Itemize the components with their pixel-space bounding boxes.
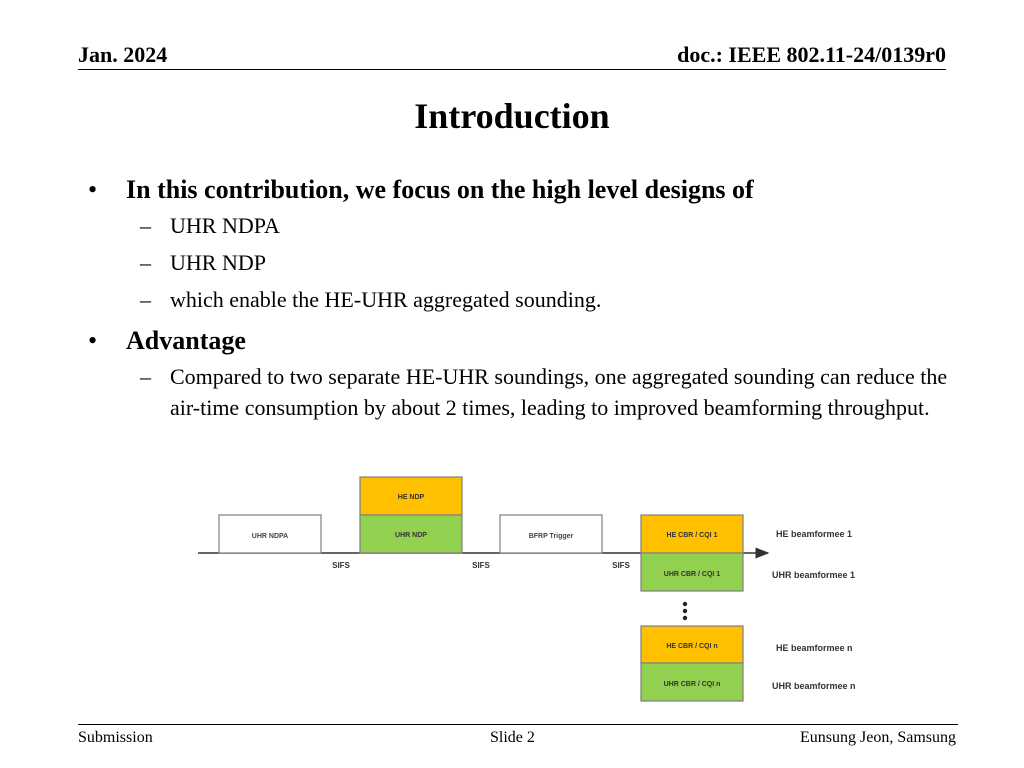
- he-beamformee-n-label: HE beamformee n: [776, 643, 853, 653]
- uhr-beamformee-1-label: UHR beamformee 1: [772, 570, 856, 580]
- sifs-label: SIFS: [612, 561, 630, 570]
- ellipsis-dot: [683, 602, 687, 606]
- header-divider: [78, 69, 946, 70]
- sub-bullet-list: [84, 210, 964, 315]
- sub-bullet-item: [84, 210, 964, 241]
- he-cbr-cqi-n-label: HE CBR / CQI n: [666, 643, 718, 650]
- sifs-label: SIFS: [472, 561, 490, 570]
- uhr-ndp-label: UHR NDP: [395, 532, 427, 539]
- header-date: Jan. 2024: [78, 42, 168, 67]
- bullet-dot-icon: •: [88, 175, 98, 204]
- he-cbr-cqi-1-label: HE CBR / CQI 1: [666, 532, 718, 539]
- sub-bullet-item: [84, 247, 964, 278]
- bullet-item: [84, 172, 964, 208]
- bullet-text: Advantage: [126, 326, 246, 355]
- footer-submission: Submission: [78, 729, 153, 746]
- sub-bullet-text: which enable the HE-UHR aggregated sounding.: [170, 287, 602, 312]
- bullet-dot-icon: •: [88, 326, 98, 355]
- dash-icon: –: [140, 213, 151, 238]
- bullet-text: In this contribution, we focus on the high level designs of: [126, 175, 754, 204]
- sub-bullet-text: UHR NDPA: [170, 213, 280, 238]
- slide-title: Introduction: [414, 96, 610, 136]
- sub-bullet-text: UHR NDP: [170, 250, 266, 275]
- sub-bullet-list: [84, 361, 964, 423]
- bfrp-trigger-label: BFRP Trigger: [528, 533, 574, 540]
- sub-bullet-item: [84, 361, 964, 423]
- sub-bullet-text: Compared to two separate HE-UHR soundings, one aggregated sounding can reduce the air-time consumption by about 2 times, leading to improved beamforming throughput.: [170, 364, 948, 420]
- dash-icon: –: [140, 287, 151, 312]
- sounding-diagram-svg: [190, 470, 880, 710]
- ellipsis-dot: [683, 609, 687, 613]
- header-doc-id: doc.: IEEE 802.11-24/0139r0: [677, 42, 946, 67]
- uhr-cbr-cqi-1-label: UHR CBR / CQI 1: [663, 571, 721, 578]
- sounding-sequence-diagram: [190, 470, 880, 710]
- uhr-beamformee-n-label: UHR beamformee n: [772, 681, 856, 691]
- bullet-list: [84, 172, 964, 429]
- he-beamformee-1-label: HE beamformee 1: [776, 529, 853, 539]
- footer-author: Eunsung Jeon, Samsung: [800, 729, 956, 746]
- sifs-label: SIFS: [332, 561, 350, 570]
- footer-slide-number: Slide 2: [490, 729, 535, 746]
- he-ndp-label: HE NDP: [397, 494, 425, 501]
- bullet-item: [84, 323, 964, 359]
- sub-bullet-item: [84, 284, 964, 315]
- dash-icon: –: [140, 250, 151, 275]
- dash-icon: –: [140, 364, 151, 389]
- uhr-ndpa-label: UHR NDPA: [251, 533, 289, 540]
- footer-divider: [78, 724, 958, 725]
- uhr-cbr-cqi-n-label: UHR CBR / CQI n: [663, 681, 721, 688]
- ellipsis-dot: [683, 616, 687, 620]
